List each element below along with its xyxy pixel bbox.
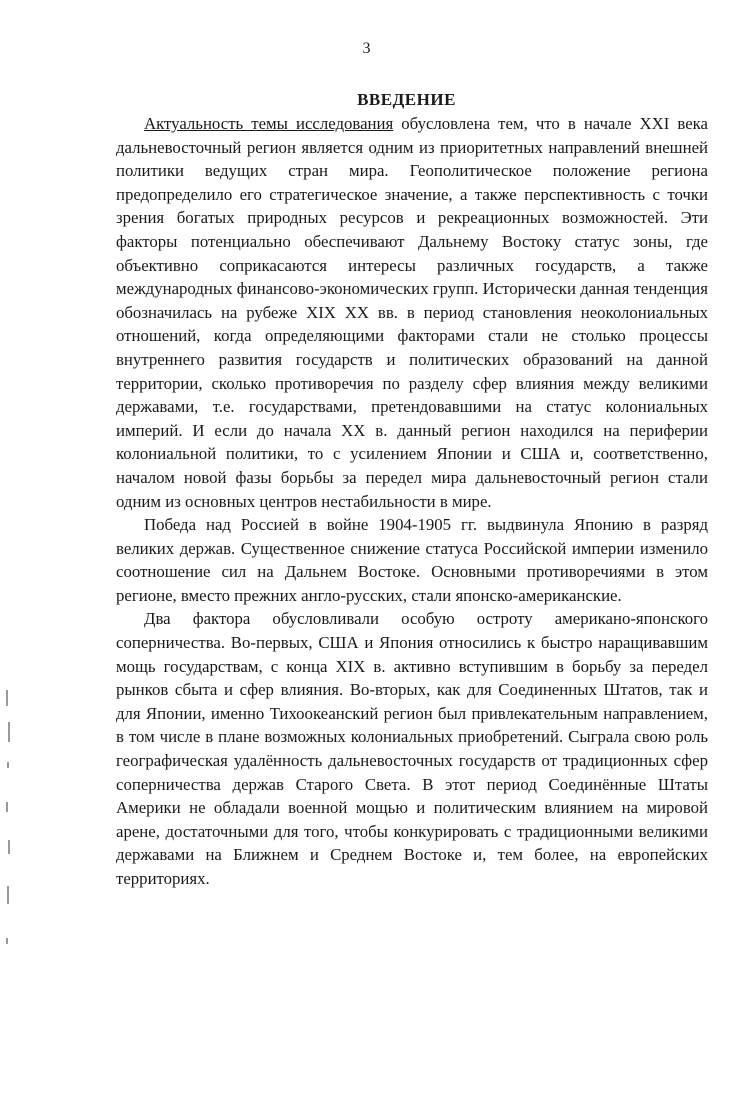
paragraph-text: обусловлена тем, что в начале XXI века дальневосточный регион является одним из приоритетных направлений внешней политики ведущих стран мира. Геополитическое положение региона предопределило его стратегическое значение, а также перспективность с точки зрения богатых природных ресурсов и рекреационных возможностей. Эти факторы потенциально обеспечивают Дальнему Востоку статус зоны, где объективно соприкасаются интересы различных государств, а также международных финансово-экономических групп. Исторически данная тенденция обозначилась на рубеже XIX XX вв. в период становления неоколониальных отношений, когда определяющими факторами стали не столько процессы внутреннего развития государств и политических образований на данной территории, сколько противоречия по разделу сфер влияния между великими державами, т.е. государствами, претендовавшими на статус колониальных империй. И если до начала XX в. данный регион находился на периферии колониальной политики, то с усилением Японии и США и, соответственно, началом новой фазы борьбы за передел мира дальневосточный регион стали одним из основных центров нестабильности в мире.: [116, 114, 708, 511]
body-text: [116, 112, 708, 891]
relevance-lead: Актуальность темы исследования: [144, 114, 394, 133]
paragraph-russo-japanese-war: Победа над Россией в войне 1904-1905 гг. выдвинула Японию в разряд великих держав. Существенное снижение статуса Российской империи изменило соотношение сил на Дальнем Востоке. Основными противоречиями в этом регионе, вместо прежних англо-русских, стали японско-американские.: [116, 515, 708, 605]
paragraph-rivalry-factors: Два фактора обусловливали особую остроту американо-японского соперничества. Во-первых, США и Япония относились к быстро наращивавшим мощь государствам, с конца XIX в. активно вступившим в борьбу за передел рынков сбыта и сфер влияния. Во-вторых, как для Соединенных Штатов, так и для Японии, именно Тихоокеанский регион был привлекательным направлением, в том числе в плане возможных колониальных приобретений. Сыграла свою роль географическая удалённость дальневосточных государств от традиционных сфер соперничества держав Старого Света. В этот период Соединённые Штаты Америки не обладали военной мощью и политическим влиянием на мировой арене, достаточными для того, чтобы конкурировать с традиционными великими державами на Ближнем и Среднем Востоке и, тем более, на европейских территориях.: [116, 609, 708, 888]
scan-margin-marks: [4, 690, 14, 950]
page-number: 3: [362, 40, 371, 57]
paragraph-relevance: [116, 112, 708, 513]
page-heading: ВВЕДЕНИЕ: [357, 90, 456, 109]
